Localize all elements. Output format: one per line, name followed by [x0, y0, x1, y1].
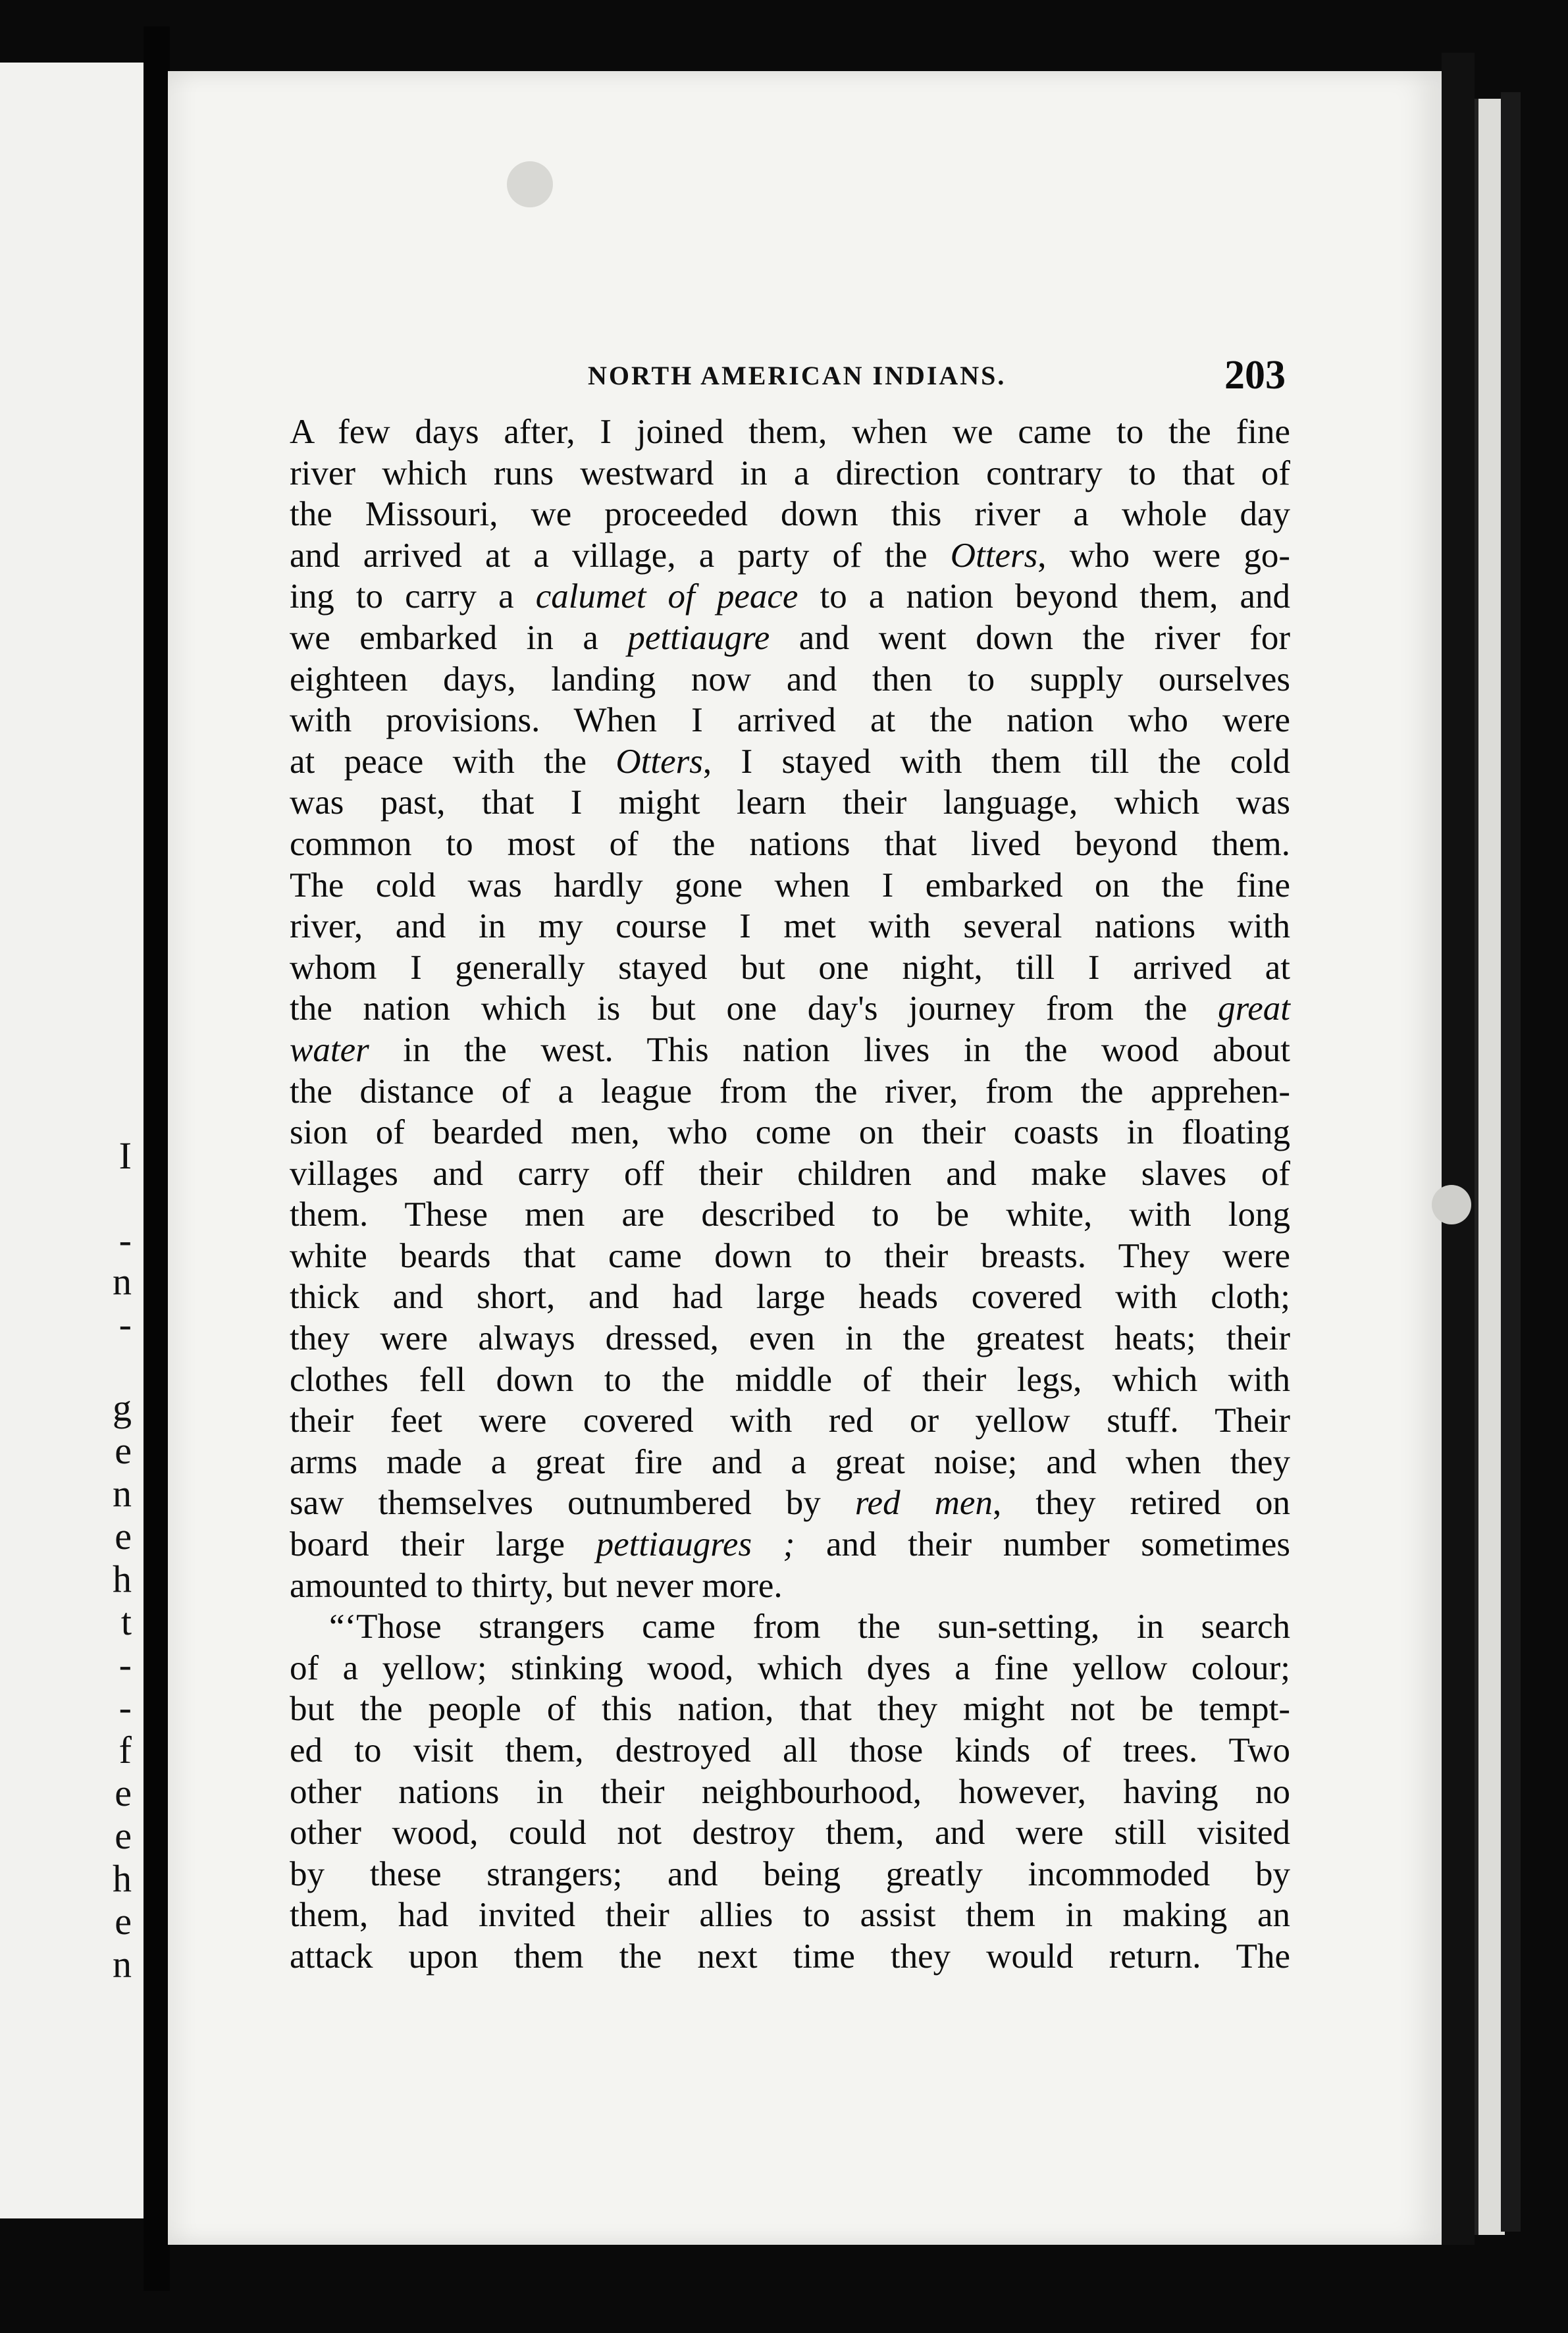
text-run: to a nation beyond them, and [798, 577, 1290, 616]
text-run: saw themselves outnumbered by [290, 1484, 855, 1523]
text-run: of a yellow; stinking wood, which dyes a fine yellow colour; [290, 1648, 1290, 1687]
previous-page-letter: f [118, 1729, 132, 1771]
previous-page-letter: g [113, 1386, 132, 1429]
text-run: common to most of the nations that lived beyond them. [290, 824, 1290, 863]
text-line [290, 1565, 1290, 1607]
previous-page-letter: - [118, 1219, 132, 1261]
paper-blemish [1432, 1185, 1471, 1224]
previous-page-letter: e [115, 1814, 132, 1857]
text-line [290, 1276, 1290, 1318]
text-run: and went down the river for [770, 618, 1290, 657]
text-run: board their large [290, 1525, 596, 1564]
previous-page-edge [0, 63, 144, 2218]
previous-page-letter: e [115, 1900, 132, 1943]
text-line [290, 1648, 1290, 1689]
text-run: by these strangers; and being greatly incommoded by [290, 1854, 1290, 1893]
text-line [290, 1194, 1290, 1236]
text-line [290, 453, 1290, 494]
text-run: amounted to thirty, but never more. [290, 1566, 783, 1605]
text-line [290, 1524, 1290, 1565]
previous-page-letter: e [115, 1429, 132, 1472]
text-run: arms made a great fire and a great noise; and when they [290, 1442, 1290, 1481]
text-run: white beards that came down to their breasts. They were [290, 1236, 1290, 1275]
text-line [290, 1771, 1290, 1813]
text-run: thick and short, and had large heads covered with cloth; [290, 1278, 1290, 1317]
previous-page-letter: I [118, 1134, 132, 1177]
text-line [290, 700, 1290, 741]
text-line [290, 1854, 1290, 1895]
text-run: , I stayed with them till the cold [702, 742, 1290, 781]
text-run: they were always dressed, even in the greatest heats; their [290, 1319, 1290, 1358]
text-line [290, 906, 1290, 947]
text-run: with provisions. When I arrived at the nation who were [290, 701, 1290, 740]
text-line [290, 1730, 1290, 1771]
text-line [290, 659, 1290, 700]
text-line [290, 1153, 1290, 1195]
previous-page-letter: n [113, 1260, 132, 1303]
text-line [290, 865, 1290, 906]
text-run: but the people of this nation, that they might not be tempt- [290, 1690, 1290, 1729]
italic-text: Otters [950, 536, 1038, 575]
page-edge-outer [1501, 92, 1521, 2232]
text-line [290, 1359, 1290, 1401]
italic-text: pettiaugres ; [596, 1525, 795, 1564]
text-line [290, 1606, 1290, 1648]
italic-text: pettiaugre [627, 618, 770, 657]
text-line [290, 1482, 1290, 1524]
text-run: them, had invited their allies to assist them in making an [290, 1896, 1290, 1935]
text-run: whom I generally stayed but one night, till I arrived at [290, 948, 1290, 987]
italic-text: red men [854, 1484, 993, 1523]
text-run: in the west. This nation lives in the wood about [369, 1030, 1290, 1069]
italic-text: great [1218, 989, 1290, 1028]
text-line [290, 1936, 1290, 1978]
text-run: , who were go- [1037, 536, 1290, 575]
text-run: sion of bearded men, who come on their coasts in floating [290, 1113, 1290, 1152]
text-line [290, 782, 1290, 824]
text-line [290, 1030, 1290, 1071]
text-run: and arrived at a village, a party of the [290, 536, 951, 575]
text-line [290, 1236, 1290, 1277]
italic-text: calumet of peace [535, 577, 798, 616]
text-run: was past, that I might learn their language, which was [290, 783, 1290, 822]
previous-page-letter: - [118, 1686, 132, 1729]
text-line [290, 617, 1290, 659]
previous-page-letter: - [118, 1643, 132, 1686]
text-line [290, 494, 1290, 535]
text-run: A few days after, I joined them, when we came to the fine [290, 413, 1290, 451]
text-run: clothes fell down to the middle of their legs, which with [290, 1360, 1290, 1399]
running-head: NORTH AMERICAN INDIANS. [588, 361, 1006, 390]
text-run: ing to carry a [290, 577, 536, 616]
text-run: the Missouri, we proceeded down this river a whole day [290, 495, 1290, 534]
text-run: eighteen days, landing now and then to supply ourselves [290, 660, 1290, 698]
text-line [290, 535, 1290, 577]
page-header [588, 352, 1286, 405]
text-line [290, 947, 1290, 989]
text-line [290, 824, 1290, 865]
text-run: other nations in their neighbourhood, however, having no [290, 1772, 1290, 1811]
previous-page-letter: h [113, 1857, 132, 1900]
book-gutter [144, 26, 170, 2291]
text-line [290, 1895, 1290, 1936]
text-line [290, 988, 1290, 1030]
text-run: , they retired on [992, 1484, 1290, 1523]
text-run: villages and carry off their children and make slaves of [290, 1154, 1290, 1193]
previous-page-letter: h [113, 1558, 132, 1600]
page-number: 203 [1224, 353, 1286, 398]
text-line [290, 1442, 1290, 1483]
page-edge-shadow [1442, 53, 1475, 2245]
text-run: The cold was hardly gone when I embarked on the fine [290, 866, 1290, 904]
paper-blemish [507, 161, 553, 207]
previous-page-letter: t [120, 1600, 132, 1643]
text-run: ed to visit them, destroyed all those kinds of trees. Two [290, 1731, 1290, 1769]
text-run: river which runs westward in a direction contrary to that of [290, 454, 1290, 492]
text-line [290, 741, 1290, 783]
previous-page-letter: e [115, 1515, 132, 1558]
text-line [290, 1318, 1290, 1359]
text-run: “‘Those strangers came from the sun-setting, in search [329, 1608, 1290, 1646]
text-run: their feet were covered with red or yellow stuff. Their [290, 1402, 1290, 1440]
text-line [290, 576, 1290, 617]
text-line [290, 1812, 1290, 1854]
text-line [290, 1071, 1290, 1113]
text-line [290, 1689, 1290, 1730]
previous-page-letter: e [115, 1771, 132, 1814]
text-run: at peace with the [290, 742, 616, 781]
text-line [290, 1112, 1290, 1153]
previous-page-letter: - [118, 1303, 132, 1346]
italic-text: Otters [615, 742, 703, 781]
text-line [290, 411, 1290, 453]
text-run: the nation which is but one day's journey from the [290, 989, 1218, 1028]
text-run: we embarked in a [290, 618, 628, 657]
text-run: them. These men are described to be white, with long [290, 1195, 1290, 1234]
text-run: other wood, could not destroy them, and were still visited [290, 1814, 1290, 1852]
previous-page-letter: n [113, 1472, 132, 1515]
text-run: and their number sometimes [795, 1525, 1290, 1564]
body-text [290, 411, 1290, 1978]
italic-text: water [290, 1030, 369, 1069]
text-run: attack upon them the next time they would return. The [290, 1937, 1290, 1976]
text-line [290, 1400, 1290, 1442]
text-run: the distance of a league from the river, from the apprehen- [290, 1072, 1290, 1111]
text-run: river, and in my course I met with several nations with [290, 907, 1290, 946]
previous-page-letter: n [113, 1943, 132, 1985]
